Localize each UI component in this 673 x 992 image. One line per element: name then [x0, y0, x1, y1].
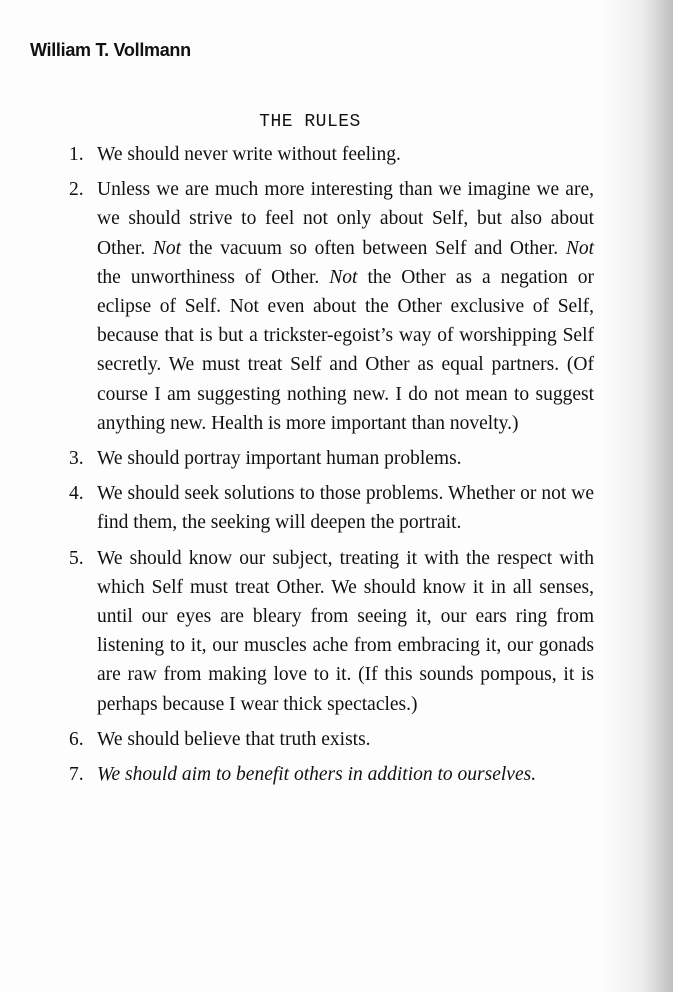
- rule-text: We should believe that truth exists.: [97, 728, 371, 750]
- rule-text: Unless we are much more interesting than we imagine we are, we should strive to feel not only about Self, but also about Other.: [97, 179, 594, 259]
- running-head-author: William T. Vollmann: [30, 40, 191, 60]
- rule-text: the unworthiness of Other.: [97, 266, 330, 288]
- rule-number: 1.: [69, 144, 84, 165]
- rule-text: the vacuum so often between Self and Other.: [181, 237, 566, 259]
- rule-text: We should portray important human problems.: [97, 448, 462, 470]
- rule-item: [0, 175, 594, 438]
- rule-text: We should know our subject, treating it with the respect with which Self must treat Other. We should know it in all senses, until our eyes are bleary from seeing it, our ears ring from listening to it, our muscles ache from embracing it, our gonads are raw from making love to it. (If this sounds pompous, it is perhaps because I wear thick spectacles.): [97, 547, 594, 715]
- rule-number: 5.: [69, 547, 84, 569]
- rule-item: [0, 479, 594, 537]
- rule-emphasis: Not: [329, 266, 358, 288]
- rule-item: [0, 725, 594, 754]
- rule-item: [0, 544, 594, 719]
- rule-text: We should never write without feeling.: [97, 144, 401, 165]
- rule-text: We should seek solutions to those problems. Whether or not we find them, the seeking will deepen the portrait.: [97, 483, 594, 534]
- rule-emphasis: Not: [565, 237, 594, 259]
- rule-item: [0, 444, 594, 473]
- rule-text: We should aim to benefit others in addition to ourselves.: [97, 764, 537, 786]
- rule-item: [0, 140, 594, 169]
- rule-number: 4.: [69, 483, 84, 505]
- rule-emphasis: Not: [152, 237, 182, 259]
- rule-text: the Other as a negation or eclipse of Self. Not even about the Other exclusive of Self, because that is but a trickster-egoist’s way of worshipping Self secretly. We must treat Self and Other as equal partners. (Of course I am suggesting nothing new. I do not mean to suggest anything new. Health is more important than novelty.): [97, 266, 594, 434]
- rules-list: [0, 140, 673, 789]
- rule-number: 7.: [69, 764, 84, 786]
- rule-number: 2.: [69, 179, 84, 201]
- rule-number: 3.: [69, 448, 84, 470]
- page-title: THE RULES: [259, 112, 361, 132]
- rule-number: 6.: [69, 728, 84, 750]
- rule-item: [0, 760, 594, 789]
